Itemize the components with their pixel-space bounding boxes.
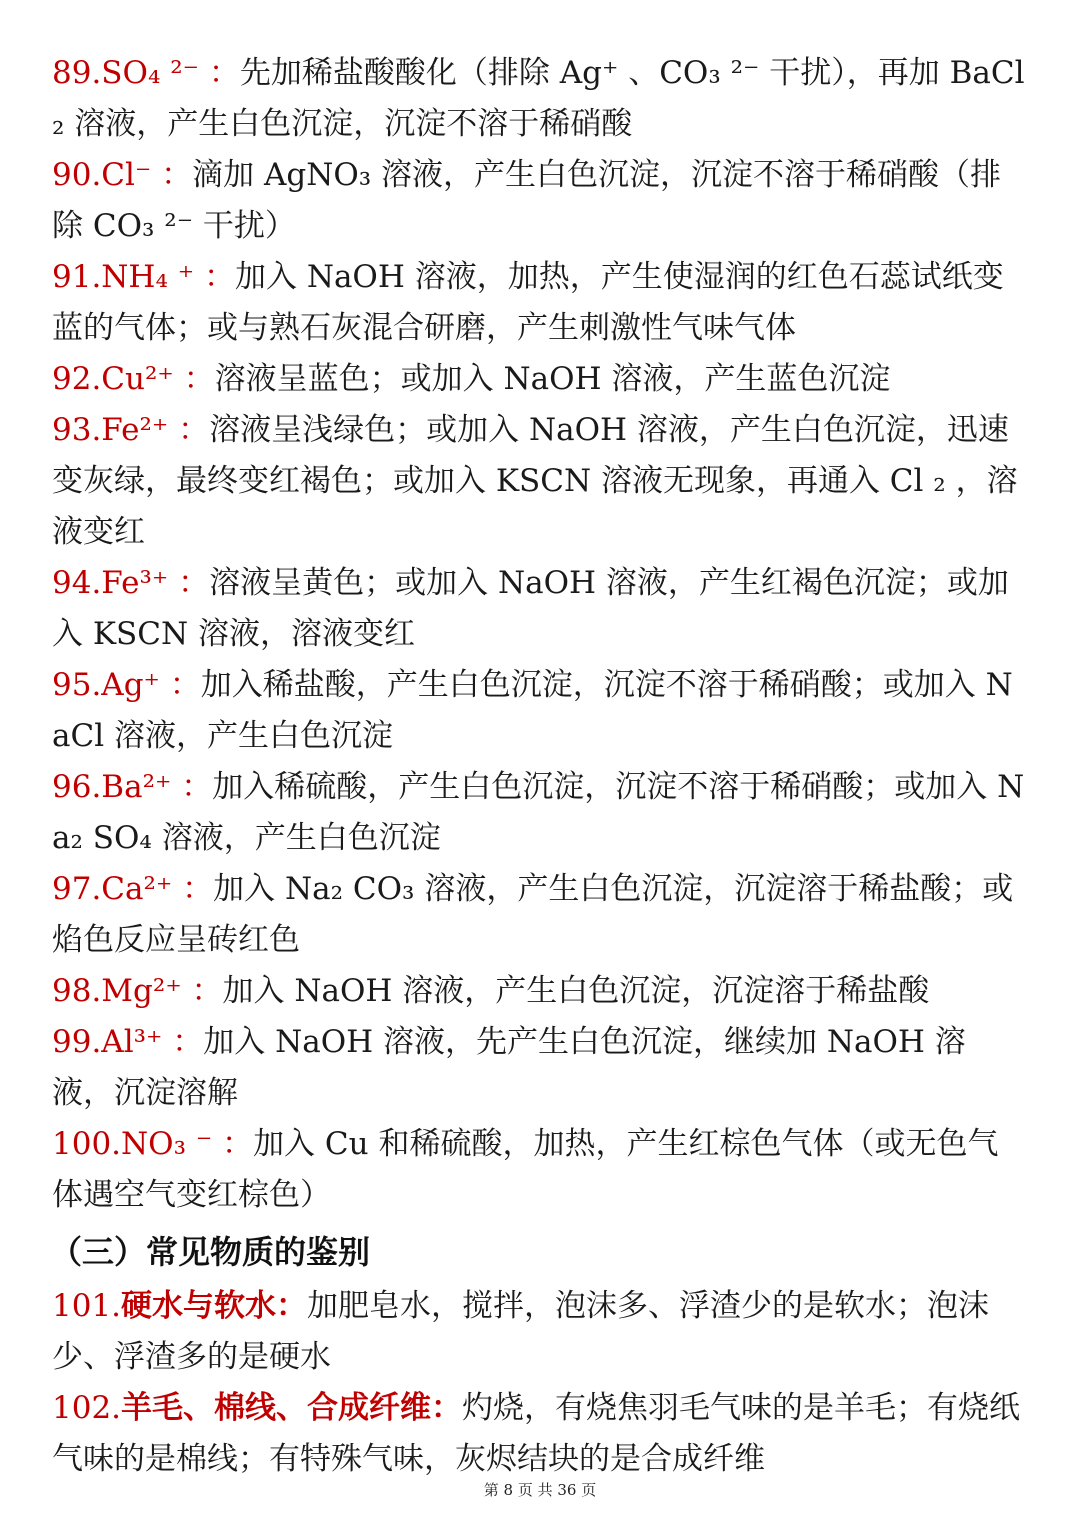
entry-101: [52, 1281, 1027, 1383]
entry-text: 溶液呈蓝色；或加入 NaOH 溶液，产生蓝色沉淀: [214, 361, 891, 397]
entry-92: [52, 354, 1027, 405]
entry-label: 95.Ag⁺ ：: [52, 667, 201, 703]
entry-102: [52, 1383, 1027, 1485]
entry-text: 加入稀硫酸，产生白色沉淀，沉淀不溶于稀硝酸；或加入 Na₂ SO₄ 溶液，产生白色沉淀: [52, 769, 1025, 856]
entry-text: 加入 NaOH 溶液，产生白色沉淀，沉淀溶于稀盐酸: [222, 973, 930, 1009]
entry-100: [52, 1119, 1027, 1221]
entry-94: [52, 558, 1027, 660]
entry-text: 先加稀盐酸酸化（排除 Ag⁺ 、CO₃ ²⁻ 干扰），再加 BaCl₂ 溶液，产生白色沉淀，沉淀不溶于稀硝酸: [52, 55, 1025, 142]
entry-text: 加入 NaOH 溶液，加热，产生使湿润的红色石蕊试纸变蓝的气体；或与熟石灰混合研磨，产生刺激性气味气体: [52, 259, 1004, 346]
entry-text: 加入稀盐酸，产生白色沉淀，沉淀不溶于稀硝酸；或加入 NaCl 溶液，产生白色沉淀: [52, 667, 1013, 754]
entry-label: 硬水与软水：: [121, 1288, 308, 1324]
entry-number: 102.: [52, 1390, 122, 1426]
page-footer: 第 8 页 共 36 页: [483, 1481, 597, 1499]
entry-label: 92.Cu²⁺ ：: [52, 361, 215, 397]
section-heading: （三）常见物质的鉴别: [50, 1233, 371, 1271]
entry-label: 90.Cl⁻ ：: [52, 157, 193, 193]
entry-label: 98.Mg²⁺ ：: [52, 973, 223, 1009]
entry-98: [52, 966, 1027, 1017]
entry-label: 89.SO₄ ²⁻ ：: [52, 55, 240, 91]
entry-text: 加入 Na₂ CO₃ 溶液，产生白色沉淀，沉淀溶于稀盐酸；或焰色反应呈砖红色: [52, 871, 1014, 958]
entry-text: 加肥皂水，搅拌，泡沫多、浮渣少的是软水；泡沫少、浮渣多的是硬水: [52, 1288, 990, 1375]
entry-text: 滴加 AgNO₃ 溶液，产生白色沉淀，沉淀不溶于稀硝酸（排除 CO₃ ²⁻ 干扰）: [52, 157, 1002, 244]
entry-label: 100.NO₃ ⁻ ：: [52, 1126, 254, 1162]
document-body: [52, 48, 1027, 1485]
entry-text: 加入 Cu 和稀硫酸，加热，产生红棕色气体（或无色气体遇空气变红棕色）: [52, 1126, 999, 1213]
entry-93: [52, 405, 1027, 558]
entry-89: [52, 48, 1027, 150]
entry-text: 溶液呈黄色；或加入 NaOH 溶液，产生红褐色沉淀；或加入 KSCN 溶液，溶液变红: [52, 565, 1009, 652]
entry-number: 101.: [52, 1288, 122, 1324]
entry-label: 99.Al³⁺ ：: [52, 1024, 204, 1060]
entry-text: 加入 NaOH 溶液，先产生白色沉淀，继续加 NaOH 溶液，沉淀溶解: [52, 1024, 966, 1111]
entry-label: 94.Fe³⁺ ：: [52, 565, 210, 601]
entry-text: 灼烧，有烧焦羽毛气味的是羊毛；有烧纸气味的是棉线；有特殊气味，灰烬结块的是合成纤维: [52, 1390, 1021, 1477]
entry-96: [52, 762, 1027, 864]
entry-label: 羊毛、棉线、合成纤维：: [121, 1390, 463, 1426]
entry-label: 96.Ba²⁺ ：: [52, 769, 213, 805]
entry-label: 97.Ca²⁺ ：: [52, 871, 214, 907]
entry-90: [52, 150, 1027, 252]
entry-label: 93.Fe²⁺ ：: [52, 412, 210, 448]
entry-text: 溶液呈浅绿色；或加入 NaOH 溶液，产生白色沉淀，迅速变灰绿，最终变红褐色；或加入 KSCN 溶液无现象，再通入 Cl ₂ ，溶液变红: [52, 412, 1018, 550]
entry-99: [52, 1017, 1027, 1119]
entry-91: [52, 252, 1027, 354]
entry-95: [52, 660, 1027, 762]
entry-label: 91.NH₄ ⁺ ：: [52, 259, 235, 295]
entry-97: [52, 864, 1027, 966]
